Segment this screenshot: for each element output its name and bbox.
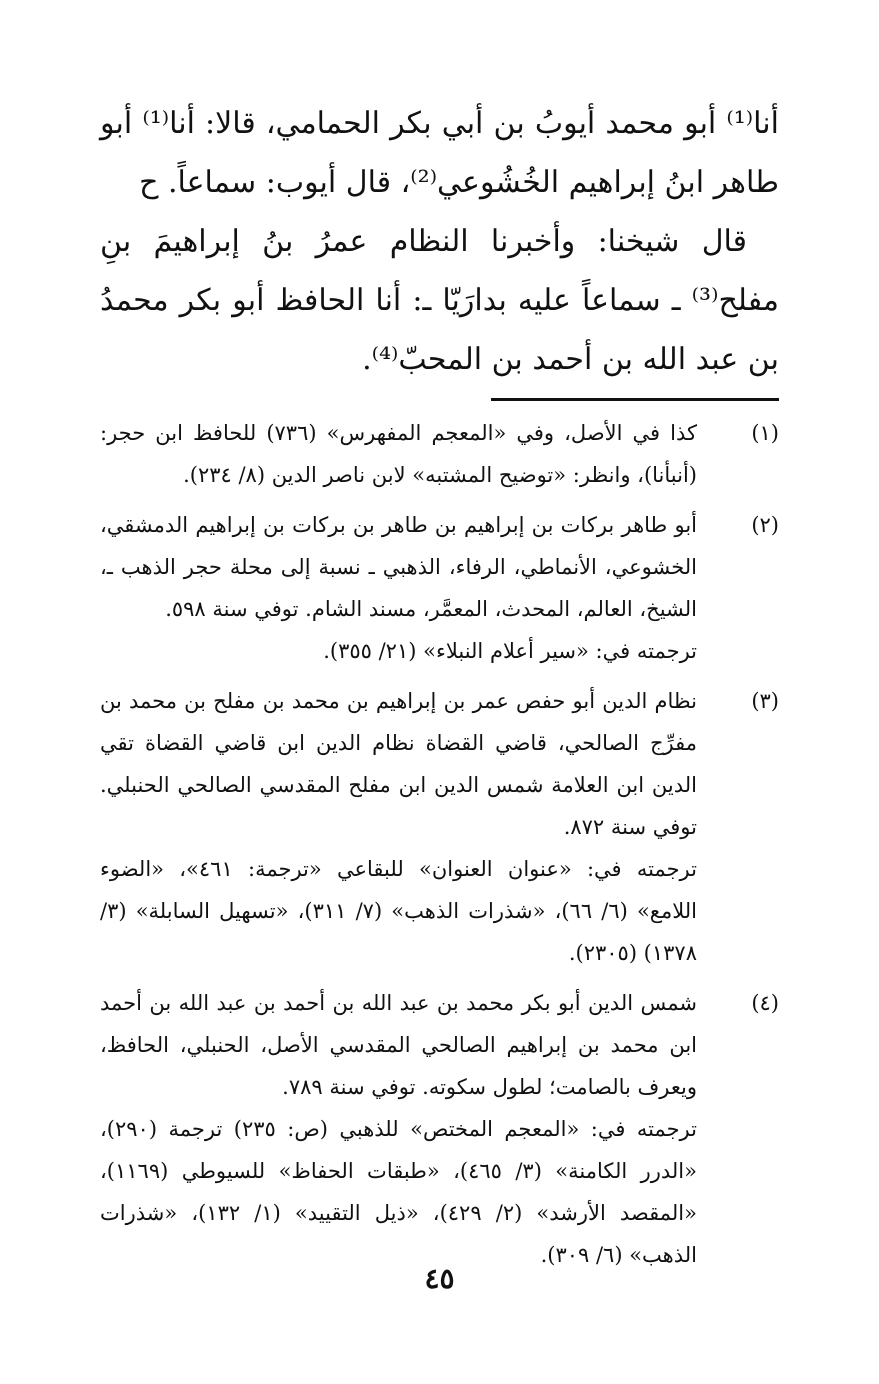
footnote-reference: ترجمته في: «عنوان العنوان» للبقاعي «ترجمة: ٤٦١»، «الضوء اللامع» (٦/ ٦٦)، «شذرات الذهب» (٧/ ٣١١)، «تسهيل السابلة» (٣/ ١٣٧٨) (٢٣٠٥). bbox=[100, 857, 697, 965]
main-text-body bbox=[100, 94, 779, 389]
footnote-reference: ترجمته في: «المعجم المختص» للذهبي (ص: ٢٣٥) ترجمة (٢٩٠)، «الدرر الكامنة» (٣/ ٤٦٥)، «طبقات الحفاظ» للسيوطي (١١٦٩)، «المقصد الأرشد» (٢/ ٤٢٩)، «ذيل التقييد» (١/ ١٣٢)، «شذرات الذهب» (٦/ ٣٠٩). bbox=[100, 1117, 697, 1267]
page-number: ٤٥ bbox=[424, 1262, 455, 1295]
footnote-reference: ترجمته في: «سير أعلام النبلاء» (٢١/ ٣٥٥). bbox=[323, 639, 697, 663]
footnote-1 bbox=[100, 412, 779, 496]
footnote-number: (٢) bbox=[751, 513, 779, 537]
footnote-separator bbox=[491, 398, 779, 401]
footnote-4 bbox=[100, 982, 779, 1276]
footnotes-section bbox=[100, 412, 779, 1284]
main-paragraph-2: قال شيخنا: وأخبرنا النظام عمرُ بنُ إبراهيمَ بنِ مفلح⁽³⁾ ـ سماعاً عليه بدارَيّا ـ: أنا الحافظ أبو بكر محمدُ بن عبد الله بن أحمد بن المحبّ⁽⁴⁾. bbox=[100, 224, 779, 377]
footnote-number: (١) bbox=[751, 421, 779, 445]
footnote-text: أبو طاهر بركات بن إبراهيم بن طاهر بن بركات بن إبراهيم الدمشقي، الخشوعي، الأنماطي، الرفاء، الذهبي ـ نسبة إلى محلة حجر الذهب ـ، الشيخ، العالم، المحدث، المعمَّر، مسند الشام. توفي سنة ٥٩٨. bbox=[100, 513, 697, 621]
main-paragraph-1: أنا⁽¹⁾ أبو محمد أيوبُ بن أبي بكر الحمامي، قالا: أنا⁽¹⁾ أبو طاهر ابنُ إبراهيم الخُشُوعي⁽²⁾، قال أيوب: سماعاً. ح bbox=[100, 106, 779, 200]
footnote-3 bbox=[100, 680, 779, 974]
footnote-text: نظام الدين أبو حفص عمر بن إبراهيم بن محمد بن مفلح بن محمد بن مفرِّج الصالحي، قاضي القضاة نظام الدين ابن قاضي القضاة تقي الدين ابن العلامة شمس الدين ابن مفلح المقدسي الصالحي الحنبلي. توفي سنة ٨٧٢. bbox=[100, 689, 697, 839]
footnote-number: (٣) bbox=[751, 689, 779, 713]
footnote-text: كذا في الأصل، وفي «المعجم المفهرس» (٧٣٦) للحافظ ابن حجر: (أنبأنا)، وانظر: «توضيح المشتبه» لابن ناصر الدين (٨/ ٢٣٤). bbox=[100, 421, 697, 487]
footnote-text: شمس الدين أبو بكر محمد بن عبد الله بن أحمد بن عبد الله بن أحمد ابن محمد بن إبراهيم الصالحي المقدسي الأصل، الحنبلي، الحافظ، ويعرف بالصامت؛ لطول سكوته. توفي سنة ٧٨٩. bbox=[100, 991, 697, 1099]
footnote-2 bbox=[100, 504, 779, 672]
footnote-number: (٤) bbox=[751, 991, 779, 1015]
